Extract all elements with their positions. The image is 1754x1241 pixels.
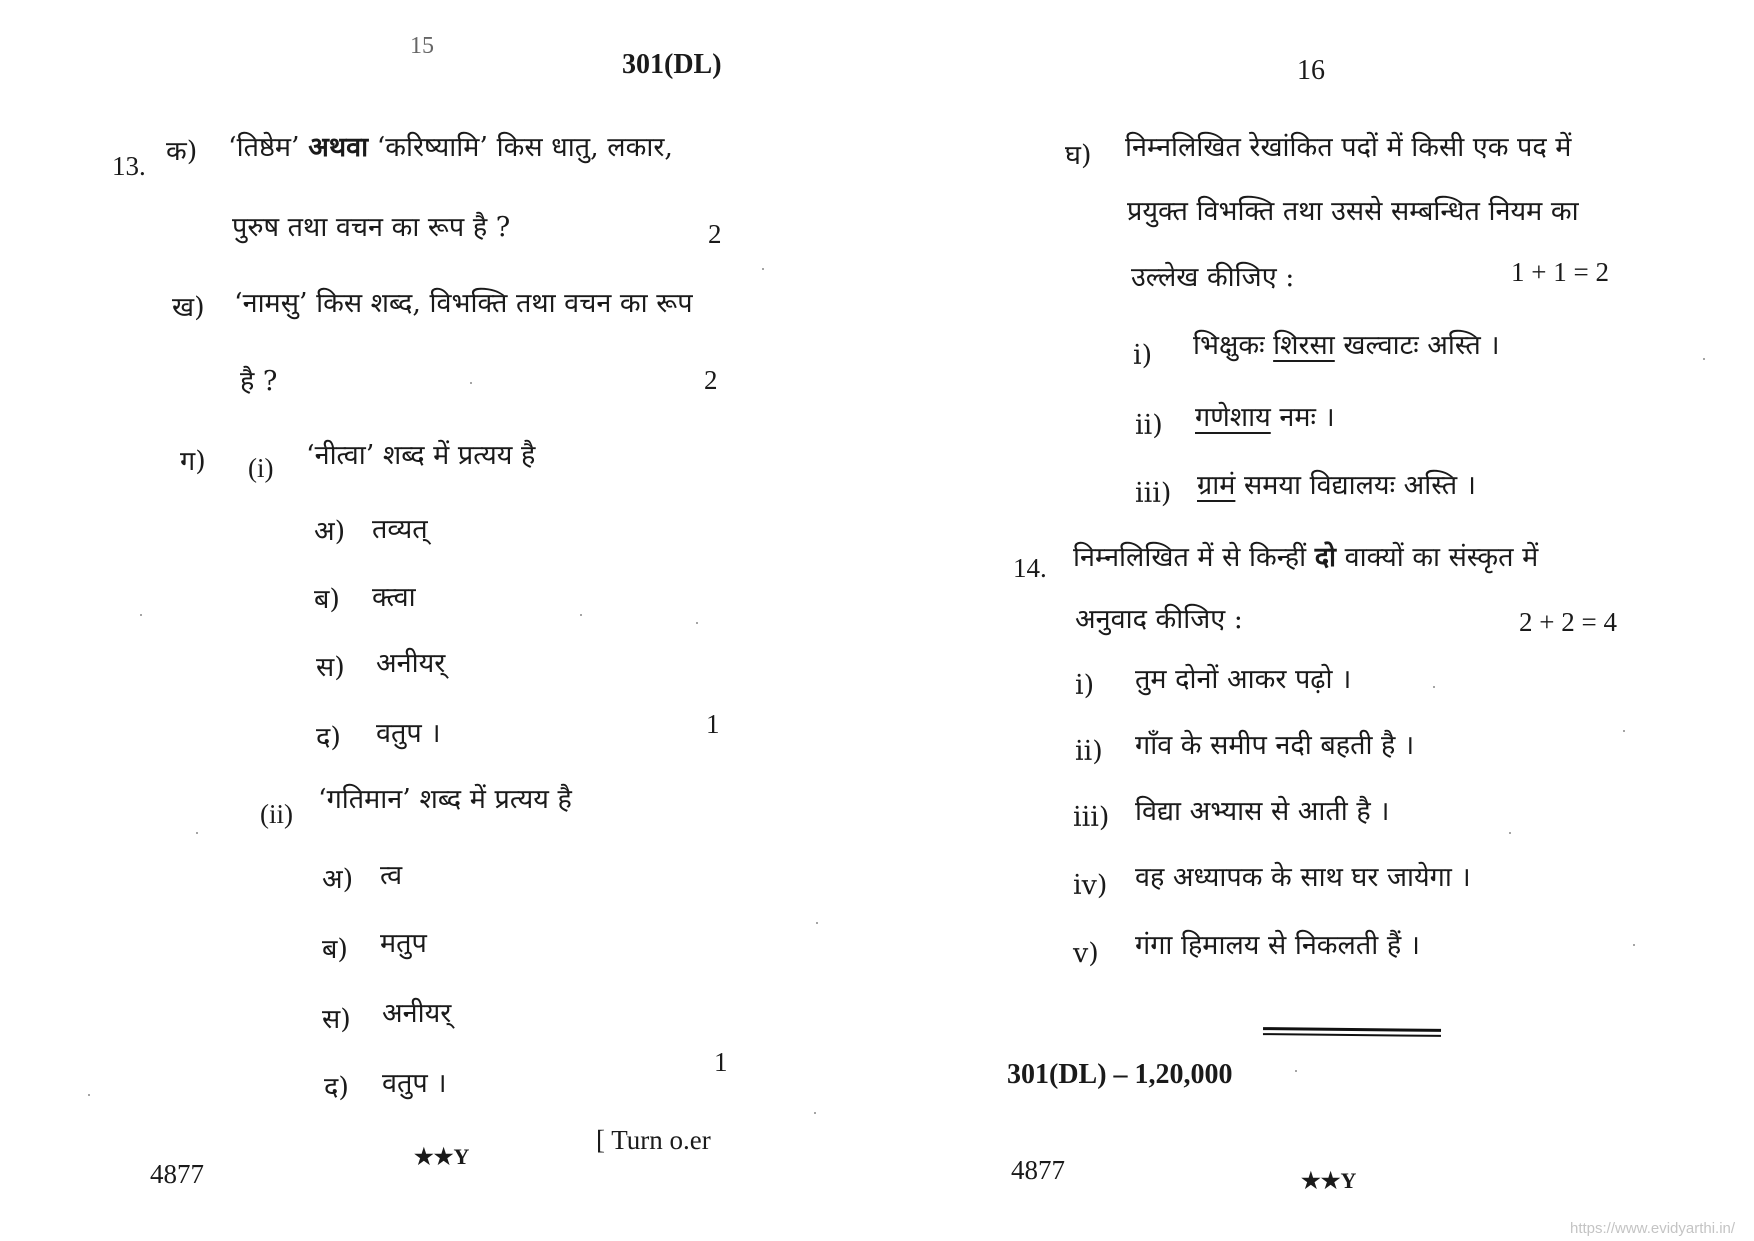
q13-ga-i-marks: 1 — [706, 709, 720, 739]
gha-item-label: ii) — [1135, 410, 1163, 441]
q14-item-label: v) — [1073, 938, 1099, 969]
question-number-13: 13. — [112, 151, 146, 181]
q13-ga-ii-question: ‘गतिमान’ शब्द में प्रत्यय है — [318, 784, 572, 815]
q13-ka-line2: पुरुष तथा वचन का रूप है ? — [232, 212, 511, 243]
gha-item-post: खल्वाटः अस्ति । — [1343, 330, 1500, 361]
footer-code: 4877 — [150, 1159, 204, 1189]
end-double-rule — [1263, 1027, 1441, 1037]
q14-item-text: वह अध्यापक के साथ घर जायेगा । — [1135, 862, 1471, 893]
page-number: 16 — [1297, 55, 1325, 86]
q14-item-text: विद्या अभ्यास से आती है । — [1135, 796, 1390, 827]
q14-line1-a: निम्नलिखित में से किन्हीं — [1073, 542, 1307, 573]
turn-over-note: [ Turn o.er — [596, 1125, 711, 1155]
watermark-url: https://www.evidyarthi.in/ — [1570, 1220, 1736, 1237]
option-label: ब) — [322, 934, 348, 965]
option-text: अनीयर् — [376, 648, 446, 679]
option-text: त्व — [380, 860, 403, 891]
option-label: ब) — [314, 584, 340, 615]
option-text: मतुप — [380, 928, 427, 959]
option-label: द) — [316, 722, 341, 753]
gha-item-text — [1193, 330, 1500, 362]
q14-marks: 2 + 2 = 4 — [1519, 607, 1617, 637]
page-number-faded: 15 — [410, 33, 434, 59]
option-label: द) — [324, 1072, 349, 1103]
q14-item-label: iv) — [1073, 870, 1108, 901]
underlined-word: ग्रामं — [1197, 470, 1236, 501]
footer-mark: ★★Y — [414, 1144, 470, 1169]
option-label: अ) — [314, 516, 346, 547]
q14-item-text: तुम दोनों आकर पढ़ो । — [1135, 664, 1352, 695]
q14-item-label: i) — [1075, 670, 1095, 701]
gha-label: घ) — [1065, 140, 1092, 171]
option-text: वतुप । — [376, 718, 441, 749]
q13-ga-i-question: ‘नीत्वा’ शब्द में प्रत्यय है — [306, 440, 536, 471]
q13-kha-marks: 2 — [704, 365, 718, 395]
gha-item-label: i) — [1133, 340, 1153, 371]
end-paper-code: 301(DL) – 1,20,000 — [1007, 1059, 1233, 1090]
q13-ka-marks: 2 — [708, 219, 722, 249]
q14-item-text: गाँव के समीप नदी बहती है । — [1135, 730, 1415, 761]
q13-ga-ii-label: (ii) — [260, 799, 293, 829]
q13-ka-word1: ‘तिष्ठेम’ — [228, 132, 300, 163]
gha-marks: 1 + 1 = 2 — [1511, 257, 1609, 287]
question-number-14: 14. — [1013, 553, 1047, 583]
q14-item-label: ii) — [1075, 736, 1103, 767]
option-text: तव्यत् — [372, 514, 428, 545]
q14-line2: अनुवाद कीजिए : — [1075, 604, 1243, 635]
option-label: स) — [316, 652, 345, 683]
option-label: अ) — [322, 864, 354, 895]
gha-line1: निम्नलिखित रेखांकित पदों में किसी एक पद में — [1125, 132, 1572, 163]
q13-kha-label: ख) — [172, 292, 205, 323]
gha-item-text — [1195, 402, 1335, 434]
q13-ga-i-label: (i) — [248, 453, 274, 483]
q13-ka-athava: अथवा — [308, 132, 369, 163]
q14-do: दो — [1314, 542, 1337, 573]
gha-item-post: समया विद्यालयः अस्ति । — [1243, 470, 1476, 501]
option-text: वतुप । — [382, 1068, 447, 1099]
underlined-word: गणेशाय — [1195, 402, 1271, 433]
q14-item-text: गंगा हिमालय से निकलती हैं । — [1135, 930, 1420, 961]
q13-kha-line1: ‘नामसु’ किस शब्द, विभक्ति तथा वचन का रूप — [234, 288, 693, 319]
q13-ka-word2: ‘करिष्यामि’ किस धातु, लकार, — [376, 132, 673, 163]
option-text: क्त्वा — [372, 582, 416, 613]
q14-line1-c: वाक्यों का संस्कृत में — [1344, 542, 1539, 573]
q14-item-label: iii) — [1073, 802, 1110, 833]
q13-kha-line2: है ? — [240, 366, 278, 397]
q13-ka-line1 — [228, 132, 673, 164]
option-label: स) — [322, 1004, 351, 1035]
q13-ka-label: क) — [166, 136, 198, 167]
right-page — [877, 0, 1754, 1241]
q14-line1 — [1073, 542, 1538, 574]
gha-line3: उल्लेख कीजिए : — [1131, 262, 1295, 293]
q13-ga-ii-marks: 1 — [714, 1047, 728, 1077]
footer-mark: ★★Y — [1301, 1168, 1357, 1193]
gha-item-label: iii) — [1135, 478, 1172, 509]
footer-code: 4877 — [1011, 1155, 1065, 1185]
option-text: अनीयर् — [382, 998, 452, 1029]
gha-line2: प्रयुक्त विभक्ति तथा उससे सम्बन्धित नियम का — [1127, 196, 1579, 227]
gha-item-pre: भिक्षुकः — [1193, 330, 1265, 361]
gha-item-text — [1197, 470, 1476, 502]
q13-ga-label: ग) — [180, 446, 206, 477]
underlined-word: शिरसा — [1273, 330, 1335, 361]
gha-item-post: नमः । — [1279, 402, 1335, 433]
paper-code-header: 301(DL) — [622, 49, 722, 80]
